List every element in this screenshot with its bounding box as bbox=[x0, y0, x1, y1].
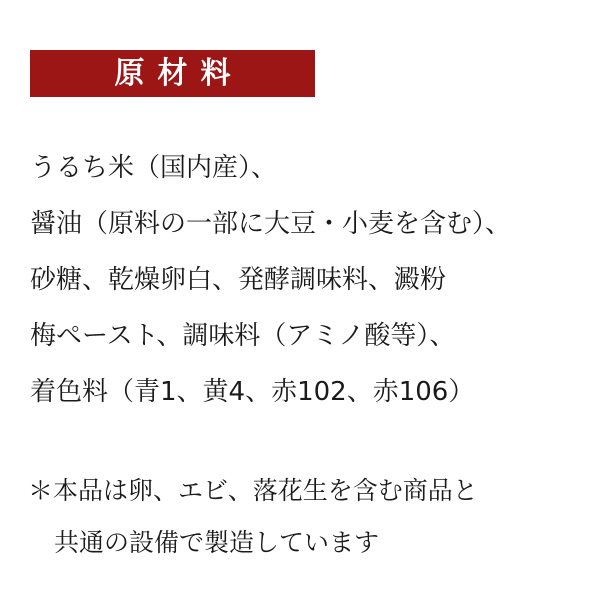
ingredients-line: うるち米（国内産）、 bbox=[30, 153, 278, 183]
ingredients-list bbox=[30, 140, 590, 420]
ingredients-line: 砂糖、乾燥卵白、発酵調味料、澱粉 bbox=[30, 265, 447, 295]
ingredients-line: 梅ペースト、調味料（アミノ酸等）、 bbox=[30, 321, 456, 351]
page-title: 原材料 bbox=[114, 55, 244, 91]
allergen-note-line: ＊本品は卵、エビ、落花生を含む商品と bbox=[28, 476, 478, 505]
allergen-note-line: 共通の設備で製造しています bbox=[54, 528, 380, 557]
section-header-banner bbox=[30, 50, 315, 97]
allergen-note bbox=[28, 465, 588, 569]
ingredients-line: 醤油（原料の一部に大豆・小麦を含む）、 bbox=[30, 209, 512, 239]
ingredients-line: 着色料（青1、黄4、赤102、赤106） bbox=[30, 377, 475, 407]
